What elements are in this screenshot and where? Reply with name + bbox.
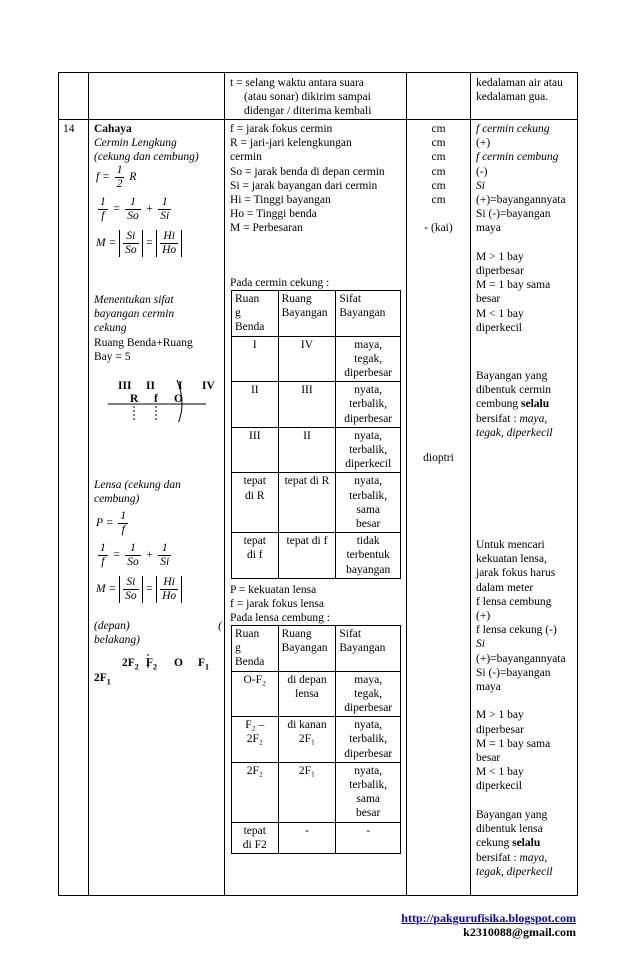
table-row: [232, 762, 401, 822]
formula-part: Si: [160, 556, 170, 568]
sifat-heading: [94, 293, 224, 336]
table-cell: IV: [278, 336, 336, 382]
formula-part: 2: [116, 178, 123, 190]
table-cell: tidak terbentuk bayangan: [336, 533, 401, 579]
formula-part: f =: [96, 171, 110, 184]
note-line: Si: [476, 638, 485, 651]
subscript: 1: [106, 677, 111, 687]
text-line: cekung: [94, 322, 127, 335]
note-line: [476, 694, 576, 708]
col-line-0: [58, 72, 59, 896]
formula-part: Hi: [160, 230, 178, 244]
definition-line: Hi = Tinggi bayangan: [230, 194, 331, 207]
note-line: diperbesar: [476, 723, 524, 736]
formula-part: M =: [96, 237, 117, 250]
note-line: Si (-)=bayangan: [476, 208, 551, 221]
col-line-1: [88, 72, 89, 896]
text-part: maya,: [519, 851, 548, 864]
definition-line: Ho = Tinggi benda: [230, 208, 317, 221]
text-line: [476, 851, 576, 865]
table-header-cell: Ruan g Benda: [232, 291, 279, 337]
formula-magnification-lens: [96, 576, 182, 603]
formula-part: 1: [100, 542, 106, 554]
text-line: f = jarak fokus lensa: [230, 598, 324, 611]
table-bottom-border: [58, 895, 578, 896]
note-line: f lensa cembung: [476, 595, 552, 608]
table-cell: tepat di F2: [232, 822, 279, 853]
unit-line: cm: [431, 165, 446, 178]
text-part: cekung: [476, 837, 513, 850]
table-row: [232, 717, 401, 763]
formula-part: 1: [100, 196, 106, 208]
note-line: Untuk mencari: [476, 539, 545, 551]
table-row: [232, 822, 401, 853]
formula-part: R: [129, 171, 137, 184]
text-line: Menentukan sifat: [94, 294, 174, 306]
note-line: besar: [476, 752, 501, 765]
table-cell: tepat di R: [278, 473, 336, 533]
formula-part: So: [127, 210, 139, 222]
table-cell: II: [232, 382, 279, 428]
top-row-definition: [230, 76, 405, 119]
table-cell: 2F₁: [278, 762, 336, 822]
zone-label: IV: [202, 380, 215, 392]
table-header-row: [232, 291, 401, 337]
row-number: 14: [63, 123, 75, 135]
text-part: (depan): [94, 620, 130, 632]
zone-label: III: [118, 380, 132, 392]
note-line: diperbesar: [476, 265, 524, 278]
note-line: M < 1 bay: [476, 766, 524, 779]
note-line: diperkecil: [476, 780, 522, 793]
formula-part: 1: [158, 196, 171, 210]
note-line: (+): [476, 137, 491, 150]
table-cell: II: [278, 427, 336, 473]
text-part: 2F: [94, 672, 107, 684]
text-part: bersifat :: [476, 851, 520, 864]
text-line: Bayangan yang: [476, 809, 548, 821]
table-cell: nyata, terbalik, sama besar: [336, 762, 401, 822]
text-line: tegak, diperkecil: [476, 426, 553, 439]
formula-part: f: [101, 210, 105, 222]
unit-line: cm: [431, 193, 446, 206]
topic-title: Cahaya: [94, 123, 132, 135]
definition-line: f = jarak fokus cermin: [230, 123, 333, 135]
formula-part: 1: [158, 542, 171, 556]
table-cell: I: [232, 336, 279, 382]
formula-focal-mirror: [96, 164, 136, 191]
definition-line: So = jarak benda di depan cermin: [230, 165, 385, 178]
text-line: kedalaman gua.: [476, 91, 549, 104]
formula-part: Ho: [162, 244, 177, 256]
formula-part: Si: [160, 210, 170, 222]
text-line: Lensa (cekung dan: [94, 479, 181, 491]
table-cell: -: [336, 822, 401, 853]
table-cell: tepat di f: [278, 533, 336, 579]
notes-mirror: [476, 122, 576, 335]
text-line: (atau sonar) dikirim sampai: [244, 91, 371, 104]
table-row: [232, 427, 401, 473]
formula-part: So: [125, 590, 137, 602]
text-line: belakang): [94, 634, 140, 646]
zone-label: I: [178, 380, 183, 392]
note-line: dalam meter: [476, 581, 534, 594]
definition-line: cermin: [230, 151, 262, 164]
lens-point-label: O: [174, 657, 183, 669]
text-part: 2F: [122, 657, 135, 669]
subscript: 2: [134, 662, 139, 672]
definition-line: R = jari-jari kelengkungan: [230, 137, 352, 150]
col-line-4: [470, 72, 471, 896]
table-cell: O-F₂: [232, 671, 279, 717]
formula-part: =: [112, 549, 121, 562]
formula-part: +: [145, 203, 154, 216]
text-part: (: [218, 620, 222, 632]
table-header-cell: Ruang Bayangan: [278, 291, 336, 337]
mirror-heading: [94, 136, 224, 164]
text-line: bayangan cermin: [94, 308, 175, 321]
note-line: (+)=bayangannyata: [476, 652, 566, 665]
text-line: Cermin Lengkung: [94, 137, 177, 149]
text-line: kedalaman air atau: [476, 77, 563, 89]
formula-part: Si: [123, 230, 139, 244]
mirror-diagram: [94, 372, 224, 422]
footer-email: k2310088@gmail.com: [463, 925, 576, 939]
text-line: [476, 412, 576, 426]
table-top-border: [58, 72, 578, 73]
table-header-cell: Ruan g Benda: [232, 626, 279, 672]
formula-lens: [96, 542, 173, 569]
subscript: 2: [153, 662, 158, 672]
formula-magnification-mirror: [96, 230, 182, 257]
text-line: P = kekuatan lensa: [230, 584, 317, 596]
point-label: O: [174, 393, 183, 405]
subscript: 1: [205, 662, 210, 672]
text-line: Pada lensa cembung :: [230, 612, 330, 625]
formula-part: So: [127, 556, 139, 568]
formula-part: M =: [96, 583, 117, 596]
lens-point-label: [198, 656, 209, 670]
col-line-5: [577, 72, 578, 896]
table-cell: tepat di R: [232, 473, 279, 533]
table-cell: nyata, terbalik, sama besar: [336, 473, 401, 533]
formula-part: f: [121, 524, 125, 536]
note-line: M < 1 bay: [476, 307, 524, 320]
note-line: maya: [476, 222, 501, 235]
text-line: dibentuk cermin: [476, 384, 552, 397]
unit-dioptri: dioptri: [423, 452, 454, 464]
definition-line: M = Perbesaran: [230, 222, 303, 235]
formula-lens-mirror: [96, 196, 173, 223]
text-part: selalu: [521, 398, 550, 411]
text-line: dibentuk lensa: [476, 823, 543, 836]
row-divider: [58, 119, 578, 120]
concave-mirror-title: Pada cermin cekung :: [230, 277, 330, 289]
top-row-note: [476, 76, 576, 104]
lens-point-label: [146, 656, 157, 670]
table-cell: III: [278, 382, 336, 428]
lens-point-label: [122, 656, 139, 670]
text-line: Bay = 5: [94, 351, 131, 364]
table-cell: nyata, terbalik, diperbesar: [336, 382, 401, 428]
table-cell: 2F₂: [232, 762, 279, 822]
text-part: maya,: [519, 412, 548, 425]
text-line: cembung): [94, 493, 140, 506]
text-part: selalu: [512, 837, 541, 850]
text-line: t = selang waktu antara suara: [230, 77, 364, 89]
unit-line: cm: [431, 137, 446, 150]
text-part: F: [146, 657, 154, 669]
note-line: jarak fokus harus: [476, 567, 556, 580]
table-cell: F₂ – 2F₂: [232, 717, 279, 763]
text-line: (cekung dan cembung): [94, 151, 199, 164]
note-line: kekuatan lensa,: [476, 553, 547, 566]
table-cell: III: [232, 427, 279, 473]
definition-line: Si = jarak bayangan dari cermin: [230, 179, 378, 192]
formula-part: Si: [123, 576, 139, 590]
table-header-cell: Ruang Bayangan: [278, 626, 336, 672]
note-line: (+)=bayangannyata: [476, 194, 566, 207]
formula-part: So: [125, 244, 137, 256]
formula-part: 1: [125, 542, 141, 556]
definitions-list: [230, 122, 405, 236]
table-row: [232, 671, 401, 717]
unit-line: cm: [431, 179, 446, 192]
front-back-label: [94, 619, 222, 647]
text-line: [476, 836, 576, 850]
formula-part: 1: [120, 510, 127, 522]
lens-diagram: [94, 654, 224, 686]
table-cell: di depan lensa: [278, 671, 336, 717]
table-header-cell: Sifat Bayangan: [336, 626, 401, 672]
lens-definitions: [230, 583, 405, 626]
point-label: f: [154, 393, 158, 405]
unit-line: - (kai): [424, 222, 453, 235]
table-cell: nyata, terbalik, diperbesar: [336, 717, 401, 763]
ruang-rule: [94, 336, 224, 364]
notes-lens-image: [476, 808, 576, 879]
note-line: M = 1 bay sama: [476, 279, 551, 292]
table-cell: -: [278, 822, 336, 853]
note-line: maya: [476, 681, 501, 694]
formula-part: Ho: [162, 590, 177, 602]
formula-power-lens: [96, 510, 130, 537]
formula-part: +: [145, 549, 154, 562]
formula-part: =: [145, 237, 154, 250]
note-line: f cermin cekung: [476, 123, 550, 135]
note-line: f lensa cekung (-): [476, 624, 557, 637]
unit-line: [407, 207, 470, 221]
formula-part: P =: [96, 517, 114, 530]
table-row: [232, 382, 401, 428]
table-row: [232, 533, 401, 579]
footer: [401, 911, 576, 939]
text-line: Bayangan yang: [476, 370, 548, 382]
unit-line: cm: [431, 151, 446, 164]
note-line: M > 1 bay: [476, 709, 524, 722]
table-cell: maya, tegak, diperbesar: [336, 336, 401, 382]
text-line: [476, 397, 576, 411]
units-list: [407, 122, 470, 236]
text-part: bersifat :: [476, 412, 520, 425]
col-line-2: [224, 72, 225, 896]
text-part: cembung: [476, 398, 522, 411]
footer-url-link[interactable]: http://pakgurufisika.blogspot.com: [401, 911, 576, 925]
note-line: M = 1 bay sama: [476, 737, 551, 750]
point-label: R: [130, 393, 139, 405]
lens-point-label: [94, 671, 111, 685]
table-row: [232, 336, 401, 382]
text-line: didengar / diterima kembali: [244, 105, 372, 118]
note-line: f cermin cembung: [476, 151, 559, 164]
formula-part: =: [112, 203, 121, 216]
table-row: [232, 473, 401, 533]
note-line: M > 1 bay: [476, 250, 524, 263]
note-line: besar: [476, 293, 501, 306]
concave-mirror-table: [231, 290, 401, 579]
notes-lens: [476, 538, 576, 794]
notes-mirror-image: [476, 369, 576, 440]
unit-line: cm: [431, 123, 446, 135]
table-cell: di kanan 2F₁: [278, 717, 336, 763]
text-line: tegak, diperkecil: [476, 865, 553, 878]
zone-label: II: [146, 380, 155, 392]
lens-heading: [94, 478, 224, 506]
table-cell: tepat di f: [232, 533, 279, 579]
note-line: Si: [476, 179, 485, 192]
note-line: (+): [476, 610, 491, 623]
convex-lens-table: [231, 625, 401, 854]
formula-part: =: [145, 583, 154, 596]
formula-part: Hi: [160, 576, 178, 590]
formula-part: 1: [116, 164, 123, 176]
note-line: (-): [476, 165, 488, 178]
formula-part: f: [101, 556, 105, 568]
text-line: Ruang Benda+Ruang: [94, 337, 193, 349]
table-cell: maya, tegak, diperbesar: [336, 671, 401, 717]
text-part: F: [198, 657, 206, 669]
note-line: [476, 236, 576, 250]
table-cell: nyata, terbalik, diperkecil: [336, 427, 401, 473]
note-line: Si (-)=bayangan: [476, 666, 551, 679]
table-header-row: [232, 626, 401, 672]
formula-part: 1: [125, 196, 141, 210]
table-header-cell: Sifat Bayangan: [336, 291, 401, 337]
note-line: diperkecil: [476, 321, 522, 334]
